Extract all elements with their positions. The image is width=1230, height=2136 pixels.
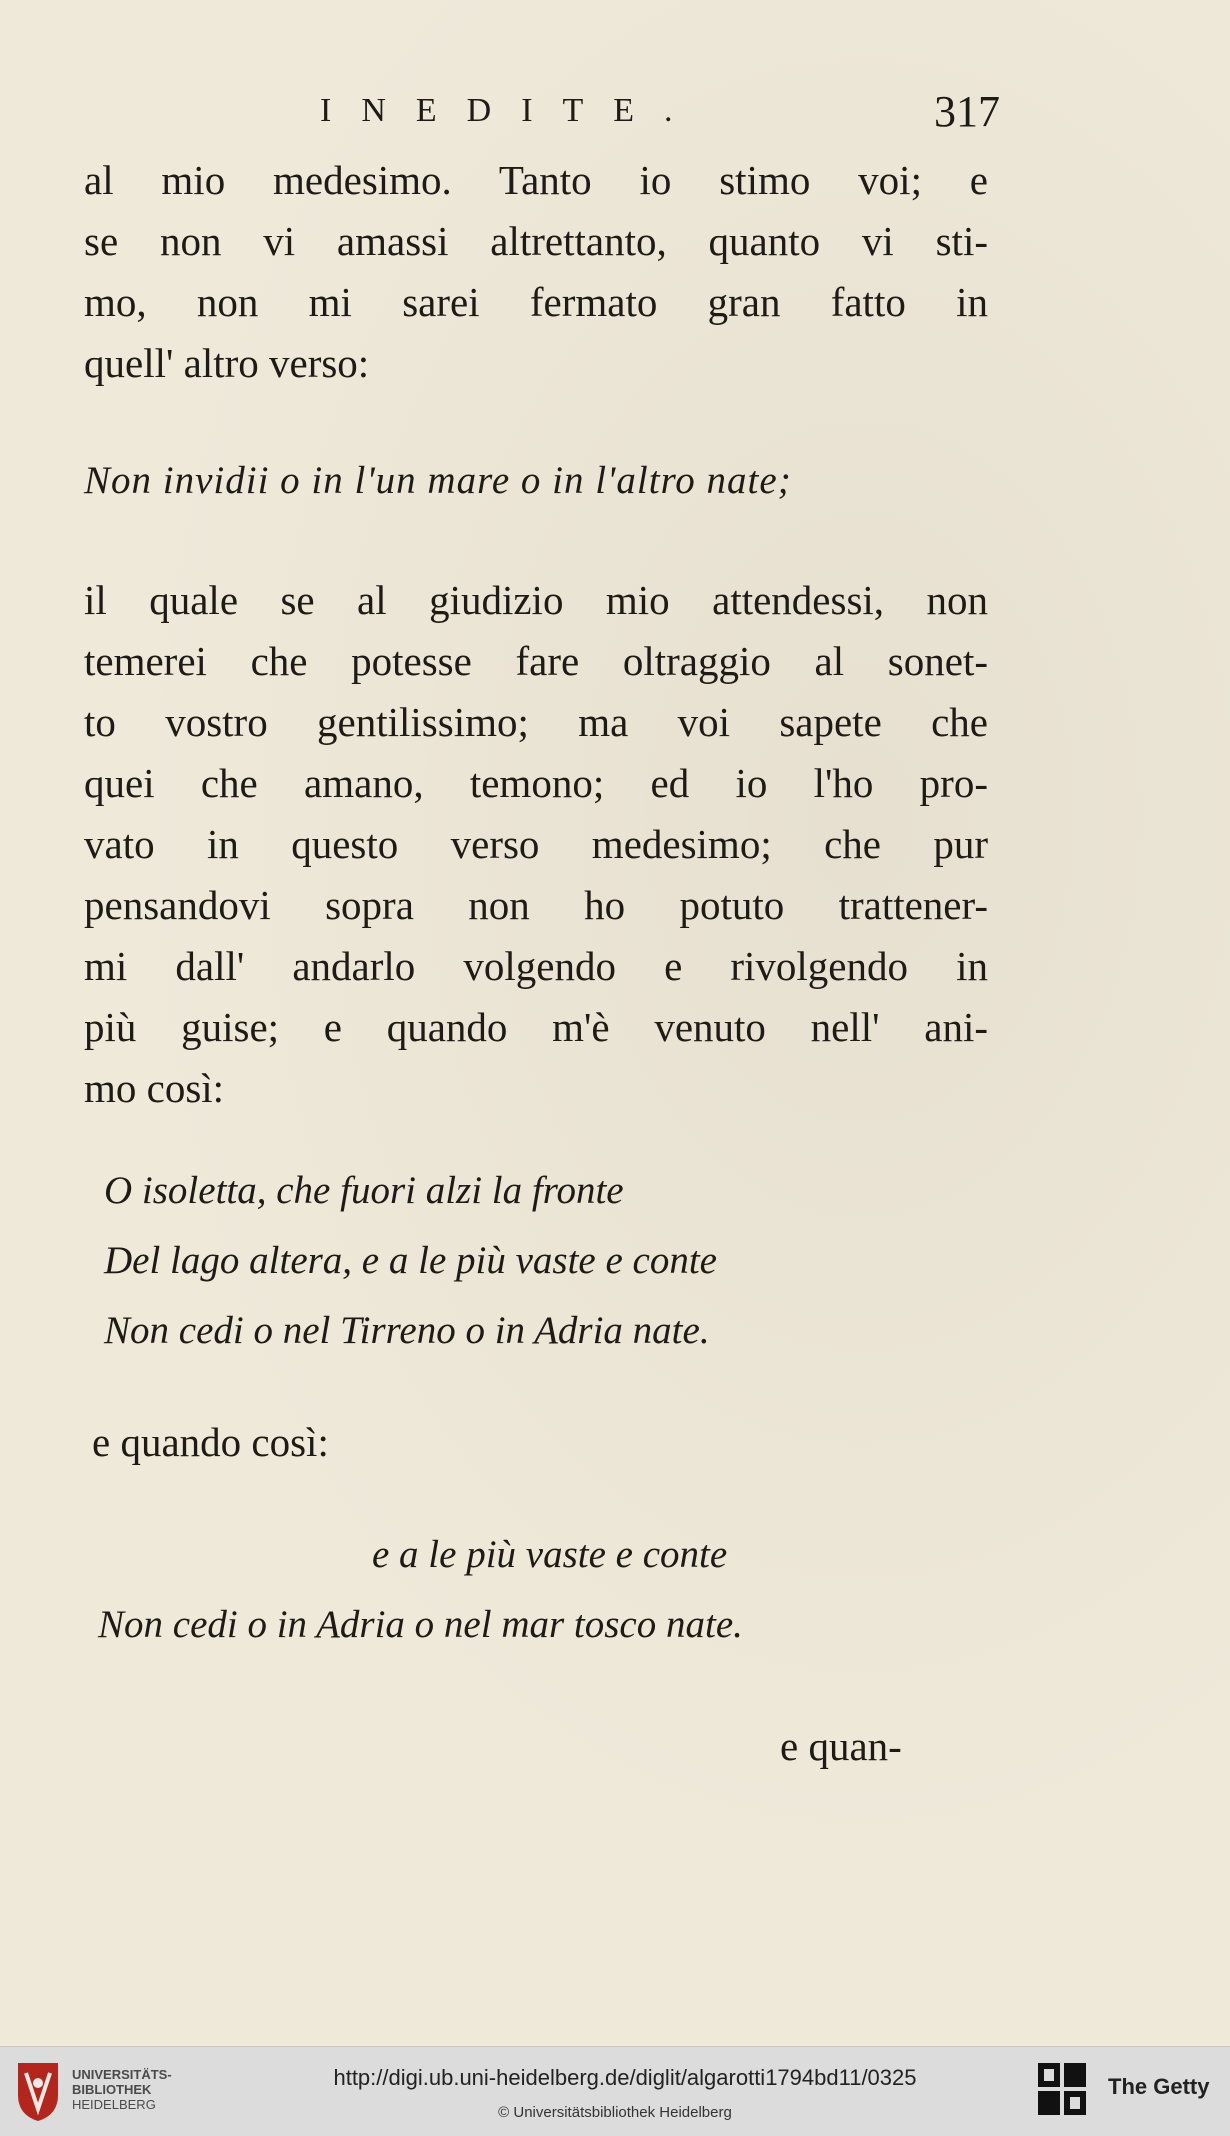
text-line: mi dall' andarlo volgendo e rivolgendo in [84, 943, 988, 989]
verse-line: O isoletta, che fuori alzi la fronte [104, 1169, 624, 1212]
text-line: quei che amano, temono; ed io l'ho pro- [84, 760, 988, 806]
paragraph-1 [84, 150, 988, 394]
text-line: più guise; e quando m'è venuto nell' ani- [84, 1004, 988, 1050]
text-line: al mio medesimo. Tanto io stimo voi; e [84, 157, 988, 203]
verse-line: Non cedi o nel Tirreno o in Adria nate. [104, 1309, 710, 1352]
source-url-link[interactable]: http://digi.ub.uni-heidelberg.de/diglit/algarotti1794bd11/0325 [333, 2065, 917, 2090]
library-name-line: UNIVERSITÄTS- [72, 2067, 172, 2082]
text-line: temerei che potesse fare oltraggio al sonet- [84, 638, 988, 684]
running-title: INEDITE. [320, 92, 703, 129]
verse-line: Del lago altera, e a le più vaste e conte [104, 1239, 717, 1282]
paragraph-2 [84, 570, 988, 1119]
text-line: pensandovi sopra non ho potuto trattener- [84, 882, 988, 928]
text-line: to vostro gentilissimo; ma voi sapete che [84, 699, 988, 745]
text-line: quell' altro verso: [84, 340, 370, 386]
getty-logo-icon [1036, 2061, 1088, 2117]
catchword: e quan- [780, 1723, 902, 1769]
text-line: se non vi amassi altrettanto, quanto vi sti- [84, 218, 988, 264]
viewer-footer [0, 2046, 1230, 2136]
text-line: vato in questo verso medesimo; che pur [84, 821, 988, 867]
partner-name: The Getty [1108, 2074, 1210, 2099]
copyright-notice: © Universitätsbibliothek Heidelberg [498, 2104, 732, 2121]
page-header [320, 87, 1000, 142]
text-line: mo così: [84, 1065, 225, 1111]
library-name-line: BIBLIOTHEK [72, 2082, 152, 2097]
quoted-verse: Non invidii o in l'un mare o in l'altro nate; [84, 459, 792, 502]
text-line: il quale se al giudizio mio attendessi, non [84, 577, 988, 623]
library-name-line: HEIDELBERG [72, 2097, 156, 2112]
verse-line: e a le più vaste e conte [372, 1533, 728, 1576]
page-number: 317 [934, 87, 1000, 136]
text-line: mo, non mi sarei fermato gran fatto in [84, 279, 988, 325]
connector-text: e quando così: [92, 1419, 329, 1465]
verse-line: Non cedi o in Adria o nel mar tosco nate. [98, 1603, 743, 1646]
